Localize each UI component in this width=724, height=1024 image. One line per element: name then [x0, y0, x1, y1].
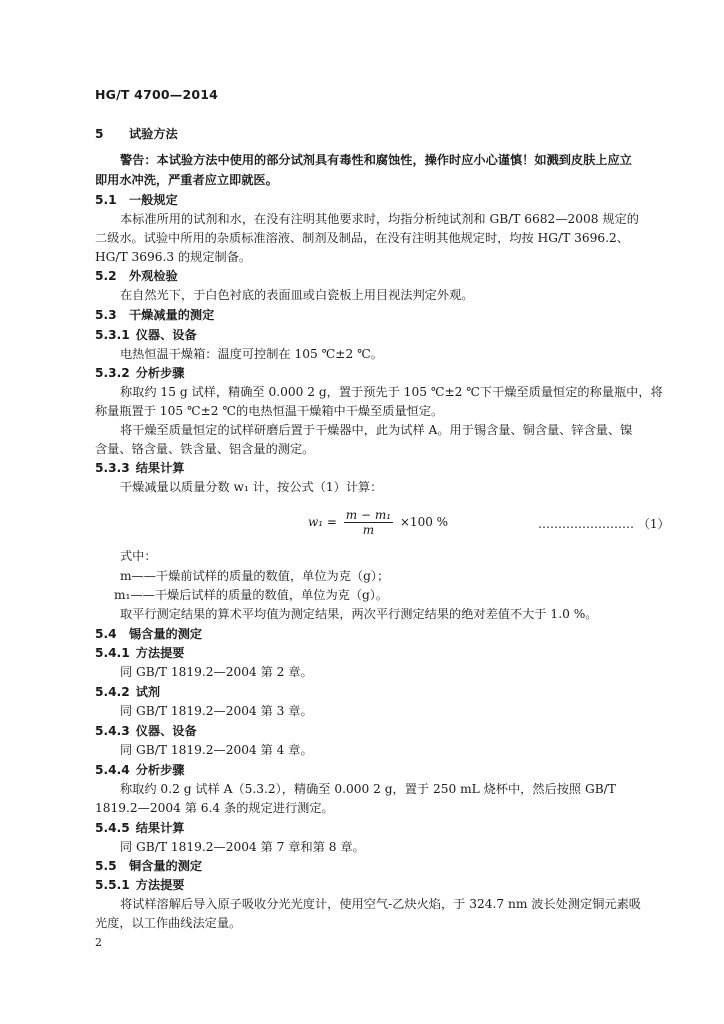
section-number: 5.1	[95, 193, 117, 207]
section-title: 仪器、设备	[135, 724, 197, 738]
warning-line-2: 即用水冲洗，严重者应立即就医。	[95, 173, 278, 187]
section-5-3-heading	[95, 307, 657, 324]
variable-definition: m₁——干燥后试样的质量的数值，单位为克（g）。	[114, 588, 389, 602]
formula-rhs: ×100 %	[399, 515, 449, 529]
section-5-1-heading	[95, 192, 657, 209]
section-5-3-3-heading	[95, 460, 657, 477]
paragraph-line: HG/T 3696.3 的规定制备。	[95, 250, 252, 264]
section-title: 铜含量的测定	[129, 859, 203, 873]
formula-number: …………………… （1）	[538, 517, 670, 531]
section-5-4-5-heading	[95, 820, 657, 837]
section-number: 5.4.3	[95, 724, 130, 738]
section-5-4-3-heading	[95, 723, 657, 740]
section-title: 干燥减量的测定	[129, 308, 215, 322]
section-title: 结果计算	[135, 821, 185, 835]
section-title: 试验方法	[129, 127, 178, 141]
paragraph-line: 含量、铬含量、铁含量、铝含量的测定。	[95, 442, 315, 456]
section-title: 结果计算	[135, 461, 185, 475]
section-title: 试剂	[135, 685, 161, 699]
paragraph-line: 同 GB/T 1819.2—2004 第 7 章和第 8 章。	[120, 840, 365, 854]
section-title: 分析步骤	[135, 366, 185, 380]
section-number: 5.5.1	[95, 878, 130, 892]
paragraph-line: 光度，以工作曲线法定量。	[95, 916, 242, 930]
section-title: 一般规定	[129, 193, 178, 207]
formula-lhs: w₁ =	[308, 515, 337, 529]
warning-line-1: 警告：本试验方法中使用的部分试剂具有毒性和腐蚀性，操作时应小心谨慎！如溅到皮肤上应立	[120, 153, 632, 167]
formula-1	[308, 508, 448, 537]
paragraph-line: 本标准所用的试剂和水，在没有注明其他要求时，均指分析纯试剂和 GB/T 6682—2008 规定的	[120, 212, 639, 226]
paragraph-line: 二级水。试验中所用的杂质标准溶液、制剂及制品，在没有注明其他规定时，均按 HG/T 3696.2、	[95, 231, 629, 245]
section-number: 5.4.1	[95, 646, 130, 660]
paragraph-line: 同 GB/T 1819.2—2004 第 2 章。	[120, 665, 313, 679]
section-5-3-2-heading	[95, 365, 657, 382]
section-number: 5.4.2	[95, 685, 130, 699]
section-number: 5.3.2	[95, 366, 130, 380]
section-5-2-heading	[95, 268, 657, 285]
section-number: 5.4.4	[95, 763, 130, 777]
paragraph-line: 同 GB/T 1819.2—2004 第 3 章。	[120, 704, 313, 718]
section-number: 5.4.5	[95, 821, 130, 835]
section-title: 外观检验	[129, 269, 178, 283]
variable-definition: m——干燥前试样的质量的数值，单位为克（g）；	[120, 569, 390, 583]
paragraph-line: 取平行测定结果的算术平均值为测定结果，两次平行测定结果的绝对差值不大于 1.0 %。	[120, 607, 598, 621]
paragraph-line: 将试样溶解后导入原子吸收分光光度计，使用空气-乙炔火焰，于 324.7 nm 波长处测定铜元素吸	[120, 897, 641, 911]
formula-denominator: m	[362, 523, 375, 537]
section-5-4-1-heading	[95, 645, 657, 662]
section-title: 分析步骤	[135, 763, 185, 777]
standard-code-header: HG/T 4700—2014	[95, 87, 219, 102]
section-number: 5.4	[95, 627, 117, 641]
section-number: 5.2	[95, 269, 117, 283]
where-intro: 式中：	[120, 549, 157, 563]
paragraph-line: 在自然光下，于白色衬底的表面皿或白瓷板上用目视法判定外观。	[120, 288, 474, 302]
section-number: 5	[95, 127, 104, 141]
paragraph-line: 电热恒温干燥箱：温度可控制在 105 ℃±2 ℃。	[120, 347, 383, 361]
section-5-3-1-heading	[95, 327, 657, 344]
section-5-heading	[95, 126, 657, 143]
section-number: 5.5	[95, 859, 117, 873]
paragraph-line: 称量瓶置于 105 ℃±2 ℃的电热恒温干燥箱中干燥至质量恒定。	[95, 404, 444, 418]
paragraph-line: 同 GB/T 1819.2—2004 第 4 章。	[120, 743, 313, 757]
paragraph-line: 称取约 0.2 g 试样 A（5.3.2），精确至 0.000 2 g，置于 250 mL 烧杯中，然后按照 GB/T	[120, 782, 616, 796]
section-5-4-2-heading	[95, 684, 657, 701]
section-5-5-1-heading	[95, 877, 657, 894]
section-number: 5.3.1	[95, 328, 130, 342]
section-5-5-heading	[95, 858, 657, 875]
section-title: 仪器、设备	[135, 328, 197, 342]
paragraph-line: 称取约 15 g 试样，精确至 0.000 2 g，置于预先于 105 ℃±2 ℃下干燥至质量恒定的称量瓶中，将	[120, 385, 663, 399]
formula-fraction	[344, 508, 393, 537]
section-5-4-4-heading	[95, 762, 657, 779]
section-number: 5.3	[95, 308, 117, 322]
section-title: 方法提要	[135, 646, 185, 660]
section-5-4-heading	[95, 626, 657, 643]
paragraph-line: 1819.2—2004 第 6.4 条的规定进行测定。	[95, 801, 334, 815]
paragraph-line: 将干燥至质量恒定的试样研磨后置于干燥器中，此为试样 A。用于锡含量、铜含量、锌含量、镍	[120, 423, 633, 437]
formula-numerator: m − m₁	[345, 508, 392, 522]
section-title: 方法提要	[135, 878, 185, 892]
paragraph-line: 干燥减量以质量分数 w₁ 计，按公式（1）计算：	[120, 480, 383, 494]
page-number: 2	[95, 936, 102, 949]
section-number: 5.3.3	[95, 461, 130, 475]
section-title: 锡含量的测定	[129, 627, 203, 641]
